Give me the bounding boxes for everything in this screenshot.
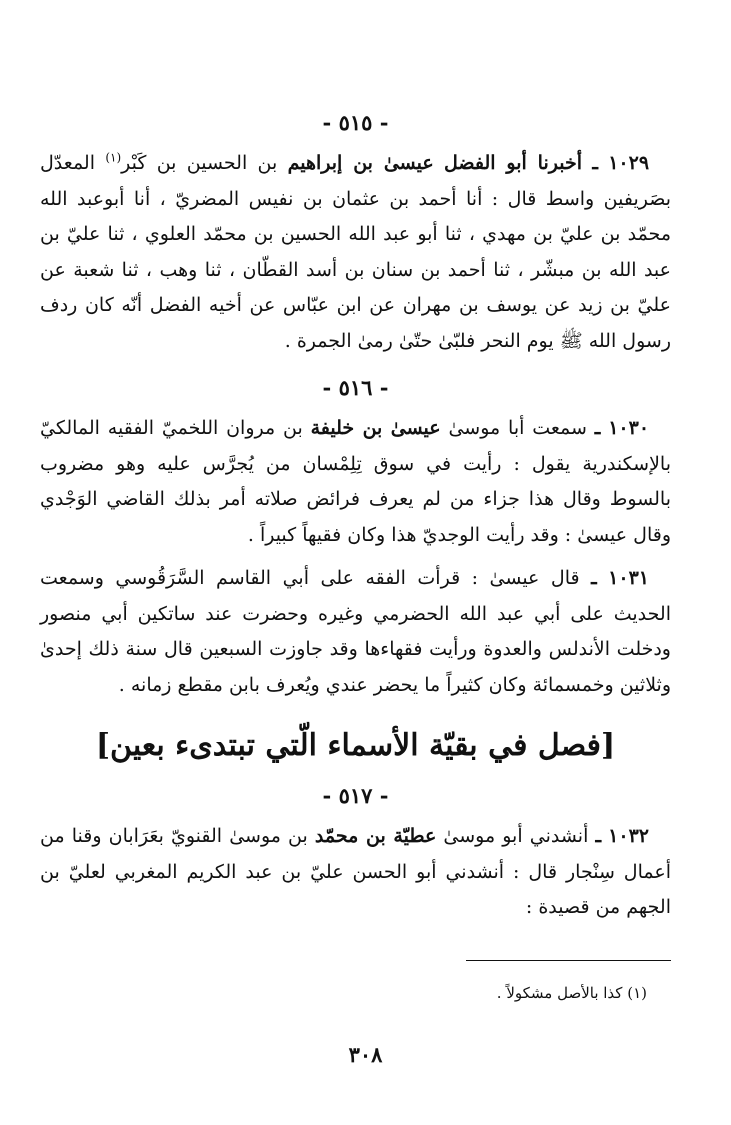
entry-lead: أخبرنا أبو الفضل bbox=[444, 152, 582, 174]
entry-text: بن مروان اللخميّ الفقيه المالكيّ بالإسكندرية يقول : رأيت في سوق تِلِمْسان من يُجرَّس عليه وهو مضروب بالسوط وقال هذا جزاء من لم يعرف فرائض صلاته أمر بذلك القاضي الوَجْدي وقال عيسىٰ : وقد رأيت الوجديّ هذا وكان فقيهاً كبيراً . bbox=[40, 417, 671, 546]
entry-number: ١٠٢٩ bbox=[608, 152, 650, 174]
entry-1032 bbox=[40, 819, 671, 926]
entry-separator: ـ bbox=[594, 417, 601, 439]
entry-text: قال عيسىٰ : قرأت الفقه على أبي القاسم السَّرَقُوسي وسمعت الحديث على أبي عبد الله الحضرمي وغيره وحضرت عند ساتكين أبي منصور ودخلت الأندلس والعدوة ورأيت فقهاءها وقد جاوزت السبعين قال سنة ذلك إحدىٰ وثلاثين وخمسمائة وكان كثيراً ما يحضر عندي ويُعرف بابن مقطع زمانه . bbox=[40, 567, 671, 696]
entry-separator: ـ bbox=[595, 825, 602, 847]
entry-text: المعدّل بصَريفين واسط قال : أنا أحمد بن عثمان بن نفيس المضريّ ، أنا أبوعبد الله محمّد بن عليّ بن مهدي ، ثنا أبو عبد الله الحسين بن محمّد العلوي ، ثنا عليّ بن عبد الله بن مبشّر ، ثنا أحمد بن سنان بن أسد القطّان ، ثنا وهب ، ثنا شعبة عن عليّ بن زيد عن يوسف بن مهران عن ابن عبّاس عن أخيه الفضل أنّه كان ردف رسول الله ﷺ يوم النحر فلبّىٰ حتّىٰ رمىٰ الجمرة . bbox=[40, 152, 671, 352]
section-number-516: - ٥١٦ - bbox=[322, 375, 389, 400]
entry-1030 bbox=[40, 411, 671, 553]
entry-text: بن الحسين بن كَبْر bbox=[121, 152, 278, 174]
entry-text: بن موسىٰ القنويّ بعَرَابان وقنا من أعمال سِنْجار قال : أنشدني أبو الحسن عليّ بن عبد الكريم المغربي لعليّ بن الجهم من قصيدة : bbox=[40, 825, 671, 918]
entry-1029 bbox=[40, 146, 671, 359]
entry-separator: ـ bbox=[592, 152, 598, 174]
page-body bbox=[40, 108, 671, 1005]
entry-lead: أنشدني أبو موسىٰ bbox=[443, 825, 589, 847]
entry-lead: سمعت أبا موسىٰ bbox=[448, 417, 587, 439]
entry-separator: ـ bbox=[591, 567, 597, 589]
section-number-517: - ٥١٧ - bbox=[322, 783, 389, 808]
entry-1031 bbox=[40, 561, 671, 703]
entry-number: ١٠٣١ bbox=[608, 567, 649, 589]
footnote: (١) كذا بالأصل مشكولاً . bbox=[496, 983, 647, 1002]
person-name: عطيّة بن محمّد bbox=[314, 825, 437, 847]
footnote-reference: (١) bbox=[105, 150, 122, 165]
section-number-515: - ٥١٥ - bbox=[322, 110, 389, 135]
chapter-heading: [فصل في بقيّة الأسماء الّتي تبتدىء بعين] bbox=[95, 728, 616, 763]
footnote-divider bbox=[466, 960, 671, 961]
person-name: عيسىٰ بن إبراهيم bbox=[287, 152, 434, 174]
person-name: عيسىٰ بن خليفة bbox=[310, 417, 441, 439]
entry-number: ١٠٣٠ bbox=[608, 417, 650, 439]
entry-number: ١٠٣٢ bbox=[608, 825, 649, 847]
page-number: ٣٠٨ bbox=[348, 1042, 383, 1067]
